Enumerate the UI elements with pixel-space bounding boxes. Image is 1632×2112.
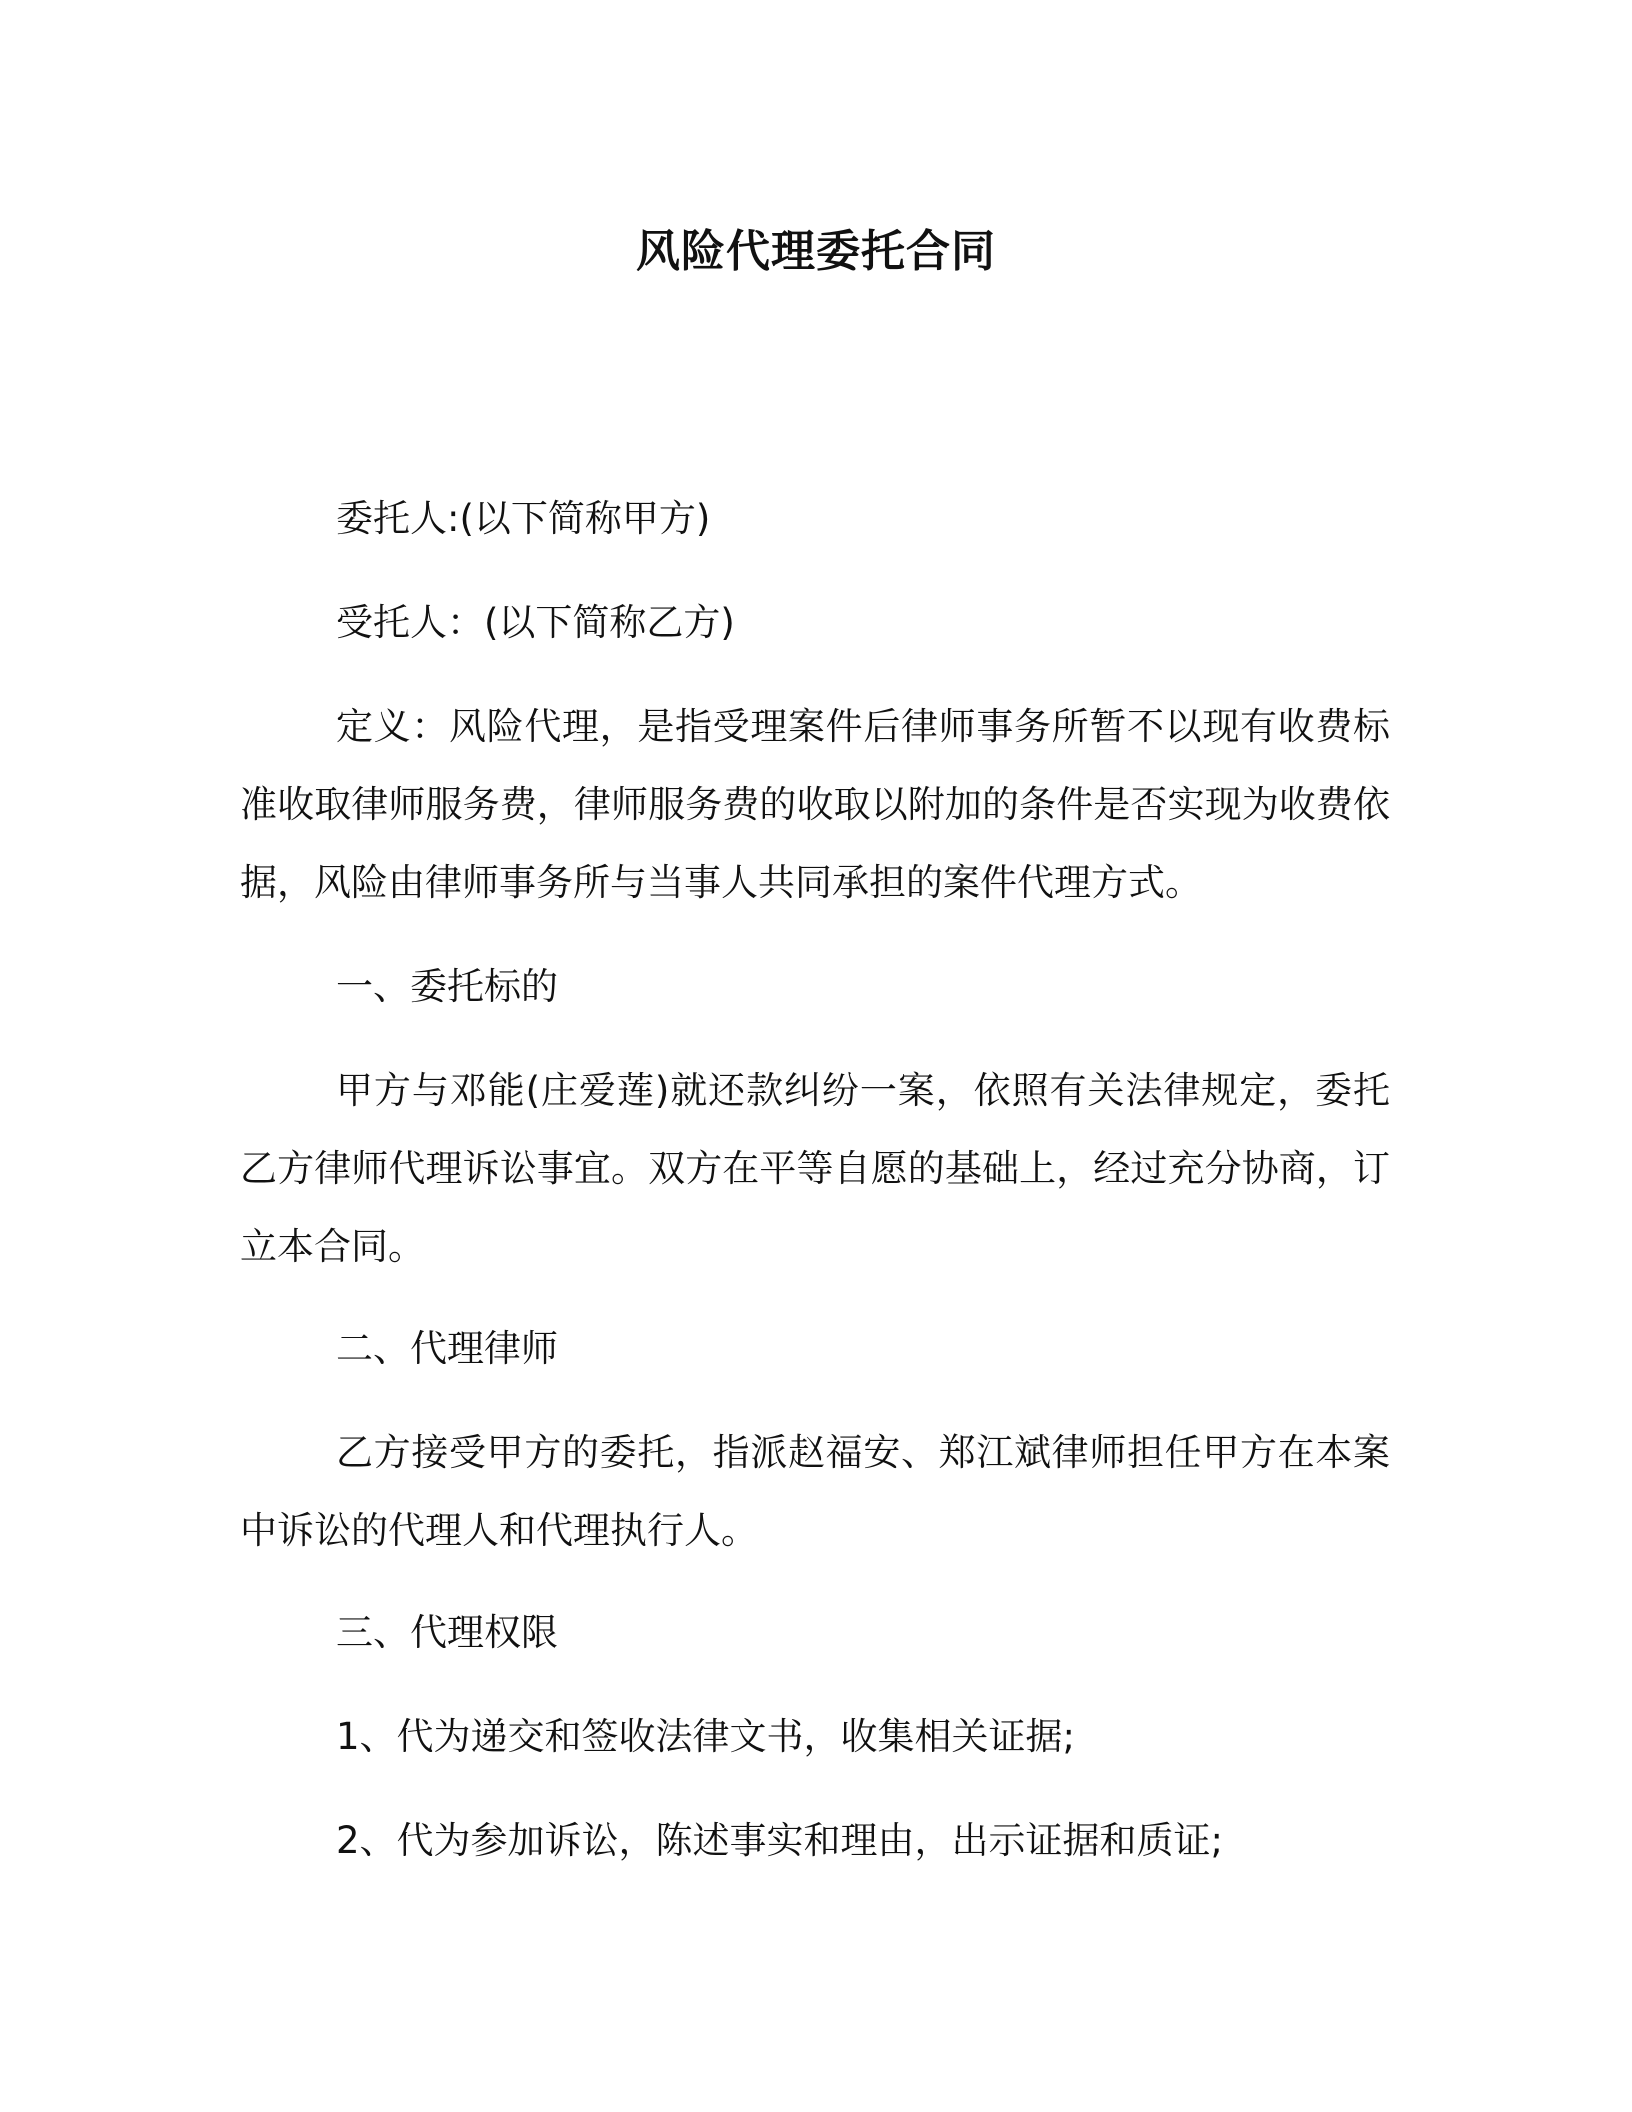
document-title: 风险代理委托合同 — [636, 226, 996, 277]
paragraph-subject: 甲方与邓能(庄爱莲)就还款纠纷一案，依照有关法律规定，委托乙方律师代理诉讼事宜。双方在平等自愿的基础上，经过充分协商，订立本合同。 — [240, 1069, 1390, 1268]
paragraph-lawyers: 乙方接受甲方的委托，指派赵福安、郑江斌律师担任甲方在本案中诉讼的代理人和代理执行人。 — [240, 1431, 1390, 1552]
section-heading-2: 二、代理律师 — [336, 1327, 558, 1370]
section-heading-1: 一、委托标的 — [336, 965, 558, 1008]
paragraph-authority-1: 1、代为递交和签收法律文书，收集相关证据; — [336, 1715, 1076, 1758]
paragraph-definition: 定义：风险代理，是指受理案件后律师事务所暂不以现有收费标准收取律师服务费，律师服务费的收取以附加的条件是否实现为收费依据，风险由律师事务所与当事人共同承担的案件代理方式。 — [240, 705, 1390, 904]
paragraph-principal: 委托人:(以下简称甲方) — [336, 497, 711, 540]
paragraph-authority-2: 2、代为参加诉讼，陈述事实和理由，出示证据和质证; — [336, 1819, 1224, 1862]
paragraph-agent: 受托人：(以下简称乙方) — [336, 601, 735, 644]
section-heading-3: 三、代理权限 — [336, 1611, 558, 1654]
